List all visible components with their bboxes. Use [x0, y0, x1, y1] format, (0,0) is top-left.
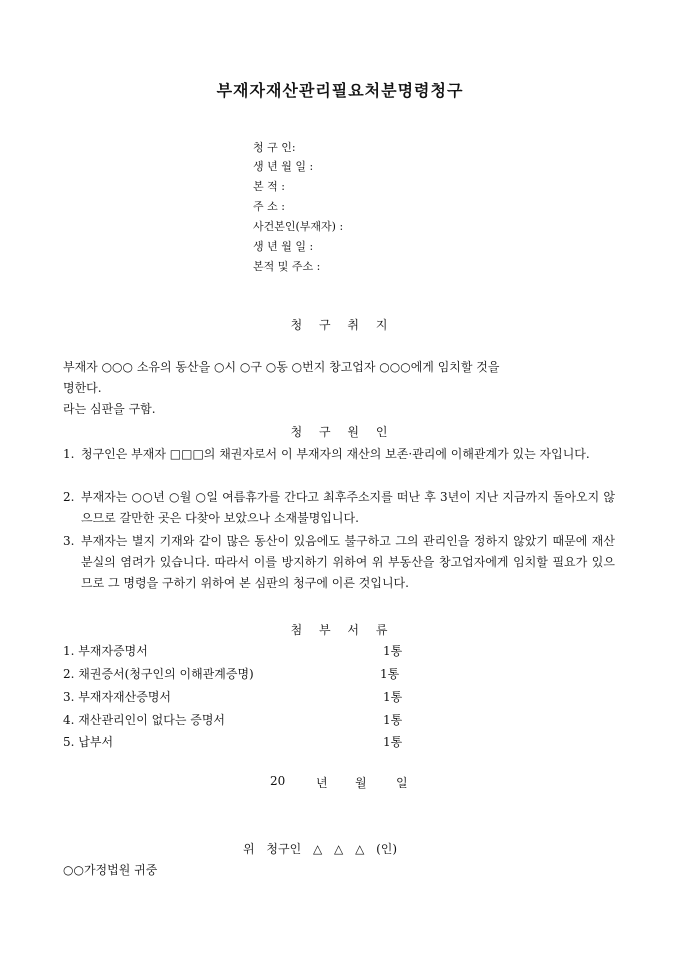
party-label-absentee-address: 본적 및 주소 : — [253, 260, 321, 273]
attachment-label: 5. 납부서 — [63, 735, 114, 749]
attachments-heading: 첨 부 서 류 — [290, 623, 390, 637]
attachment-count: 1통 — [383, 735, 403, 749]
party-label-address: 주 소 : — [253, 200, 285, 213]
attachment-count: 1통 — [383, 690, 403, 704]
party-label-birthdate: 생 년 월 일 : — [253, 160, 314, 173]
party-label-domicile: 본 적 : — [253, 180, 285, 193]
cause-item-number: 1. — [63, 447, 75, 461]
attachment-count: 1통 — [383, 713, 403, 727]
party-label-absentee: 사건본인(부재자) : — [253, 220, 344, 233]
cause-item-text: 부재자는 별지 기재와 같이 많은 동산이 있음에도 불구하고 그의 관리인을 정하지 않았기 때문에 재산분실의 염려가 있습니다. 따라서 이를 방지하기 위하여 위 부동산을 창고업자에게 임치할 필요가 있으므로 그 명령을 구하기 위하여 본 심판의 청구에 이른 것입니다. — [81, 534, 615, 590]
purpose-line: 부재자 ○○○ 소유의 동산을 ○시 ○구 ○동 ○번지 창고업자 ○○○에게 임치할 것을 — [63, 360, 500, 374]
cause-item — [63, 487, 615, 529]
document-title: 부재자재산관리필요처분명령청구 — [216, 81, 464, 100]
attachment-label: 1. 부재자증명서 — [63, 644, 148, 658]
purpose-heading: 청 구 취 지 — [290, 318, 390, 332]
claimant-signature: 위 청구인 △ △ △ (인) — [243, 842, 398, 856]
purpose-line: 명한다. — [63, 381, 102, 395]
cause-item-number: 2. — [63, 490, 75, 504]
attachment-label: 3. 부재자재산증명서 — [63, 690, 172, 704]
attachment-count: 1통 — [383, 644, 403, 658]
court-addressee: ○○가정법원 귀중 — [63, 863, 158, 877]
cause-item-text: 청구인은 부재자 □□□의 채권자로서 이 부재자의 재산의 보존·관리에 이해관계가 있는 자입니다. — [81, 447, 590, 461]
cause-heading: 청 구 원 인 — [290, 425, 390, 439]
cause-item-text: 부재자는 ○○년 ○월 ○일 여름휴가를 간다고 최후주소지를 떠난 후 3년이 지난 지금까지 돌아오지 않으므로 갈만한 곳은 다찾아 보았으나 소재불명입니다. — [81, 490, 615, 525]
party-label-claimant: 청 구 인: — [253, 141, 296, 154]
attachment-count: 1통 — [380, 667, 400, 681]
cause-item-number: 3. — [63, 534, 75, 548]
cause-item — [63, 444, 615, 465]
cause-item — [63, 531, 615, 594]
date-year-unit: 년 — [316, 776, 328, 790]
attachment-label: 2. 채권증서(청구인의 이해관계증명) — [63, 667, 254, 681]
date-month-unit: 월 — [355, 776, 367, 790]
date-year: 20 — [270, 774, 286, 788]
party-label-absentee-birthdate: 생 년 월 일 : — [253, 240, 314, 253]
date-day-unit: 일 — [396, 776, 408, 790]
purpose-line: 라는 심판을 구함. — [63, 402, 156, 416]
attachment-label: 4. 재산관리인이 없다는 증명서 — [63, 713, 225, 727]
